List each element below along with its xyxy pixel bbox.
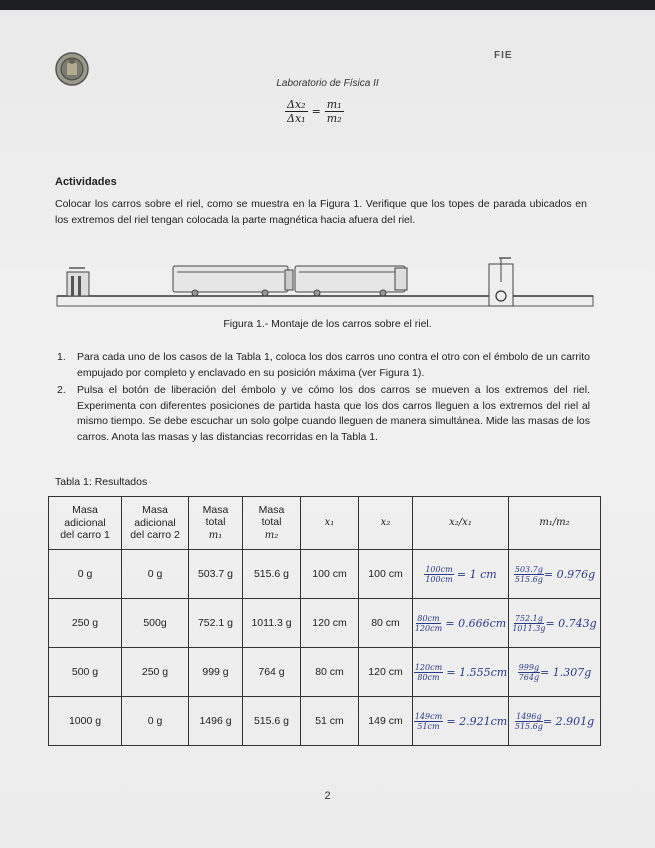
- header-x2: x₂: [359, 497, 413, 550]
- cell-added-mass-1: 0 g: [49, 550, 122, 599]
- cell-m1: 503.7 g: [189, 550, 243, 599]
- header-added-mass-cart1: Masa adicional del carro 1: [49, 497, 122, 550]
- cell-x2: 100 cm: [359, 550, 413, 599]
- cell-m2: 515.6 g: [243, 697, 301, 746]
- fie-logo: [494, 50, 513, 81]
- table-row: [49, 697, 601, 746]
- page-number: 2: [324, 790, 331, 802]
- cell-added-mass-2: 0 g: [122, 550, 189, 599]
- cell-x1: 120 cm: [301, 599, 359, 648]
- step-number: 2.: [57, 384, 66, 396]
- cell-x-ratio-handwritten: $\frac{149cm}{51cm}$ = 2.921cm: [413, 697, 509, 746]
- cell-x1: 100 cm: [301, 550, 359, 599]
- formula-lhs-den: Δx₁: [287, 112, 306, 125]
- cell-m-ratio-handwritten: $\frac{999g}{764g}$ = 1.307g: [509, 648, 601, 697]
- results-table: [48, 496, 601, 746]
- cell-x1: 51 cm: [301, 697, 359, 746]
- cell-m2: 1011.3 g: [243, 599, 301, 648]
- header-total-mass-m2: Masa total m₂: [243, 497, 301, 550]
- cell-added-mass-2: 0 g: [122, 697, 189, 746]
- cell-m1: 999 g: [189, 648, 243, 697]
- cell-added-mass-1: 500 g: [49, 648, 122, 697]
- cell-m1: 752.1 g: [189, 599, 243, 648]
- cell-m1: 1496 g: [189, 697, 243, 746]
- figure-caption: Figura 1.- Montaje de los carros sobre el riel.: [223, 318, 432, 330]
- instruction-step: [55, 383, 590, 445]
- cell-x-ratio-handwritten: $\frac{120cm}{80cm}$ = 1.555cm: [413, 648, 509, 697]
- cell-x2: 80 cm: [359, 599, 413, 648]
- table-row: [49, 599, 601, 648]
- activities-heading: Actividades: [55, 176, 117, 188]
- cell-added-mass-1: 250 g: [49, 599, 122, 648]
- cell-m2: 515.6 g: [243, 550, 301, 599]
- header-x1: x₁: [301, 497, 359, 550]
- formula-lhs-num: Δx₂: [287, 98, 306, 111]
- header-x-ratio: x₂/x₁: [413, 497, 509, 550]
- header-total-mass-m1: Masa total m₁: [189, 497, 243, 550]
- table-row: [49, 648, 601, 697]
- step-text: Para cada uno de los casos de la Tabla 1, coloca los dos carros uno contra el otro con el émbolo de un carrito empujado por completo y enclavado en su posición máxima (ver Figura 1).: [77, 351, 590, 379]
- formula-rhs-num: m₁: [326, 98, 342, 111]
- step-text: Pulsa el botón de liberación del émbolo y ve cómo los dos carros se mueven a los extremos del riel. Experimenta con diferentes posiciones de partida hasta que los dos carros lleguen a los extremos del riel al mismo tiempo. Se debe escuchar un solo golpe cuando lleguen de manera simultánea. Mide las masas de los carros. Anota las masas y las distancias recorridas en la Tabla 1.: [77, 384, 590, 443]
- formula-rhs-den: m₂: [326, 112, 342, 125]
- cell-m-ratio-handwritten: $\frac{752.1g}{1011.3g}$ = 0.743g: [509, 599, 601, 648]
- table-header-row: [49, 497, 601, 550]
- cell-m-ratio-handwritten: $\frac{503.7g}{515.6g}$ = 0.976g: [509, 550, 601, 599]
- activities-intro: Colocar los carros sobre el riel, como se muestra en la Figura 1. Verifique que los topes de parada ubicados en los extremos del riel tengan colocada la parte magnética hacia afuera del riel.: [55, 198, 587, 226]
- table-title: Tabla 1: Resultados: [55, 476, 148, 488]
- header-added-mass-cart2: Masa adicional del carro 2: [122, 497, 189, 550]
- cart-rail-figure: [55, 252, 595, 322]
- cell-m2: 764 g: [243, 648, 301, 697]
- lab-title: Laboratorio de Física II: [276, 78, 379, 89]
- cell-x1: 80 cm: [301, 648, 359, 697]
- instruction-step: [55, 350, 590, 381]
- cell-x-ratio-handwritten: $\frac{100cm}{100cm}$ = 1 cm: [413, 550, 509, 599]
- table-row: [49, 550, 601, 599]
- step-number: 1.: [57, 351, 66, 363]
- top-dark-edge: [0, 0, 655, 10]
- cell-m-ratio-handwritten: $\frac{1496g}{515.6g}$ = 2.901g: [509, 697, 601, 746]
- header-m-ratio: m₁/m₂: [509, 497, 601, 550]
- fie-logo-text: FIE: [494, 50, 513, 61]
- instructions-list: [55, 350, 590, 447]
- cell-x2: 149 cm: [359, 697, 413, 746]
- cell-x-ratio-handwritten: $\frac{80cm}{120cm}$ = 0.666cm: [413, 599, 509, 648]
- cell-added-mass-2: 250 g: [122, 648, 189, 697]
- cell-added-mass-2: 500g: [122, 599, 189, 648]
- cell-x2: 120 cm: [359, 648, 413, 697]
- cell-added-mass-1: 1000 g: [49, 697, 122, 746]
- formula: $\frac{\text{Δx₂}}{\text{Δx₁}}$ = $\frac{\text{m₁}}{\text{m₂}}$: [287, 98, 342, 125]
